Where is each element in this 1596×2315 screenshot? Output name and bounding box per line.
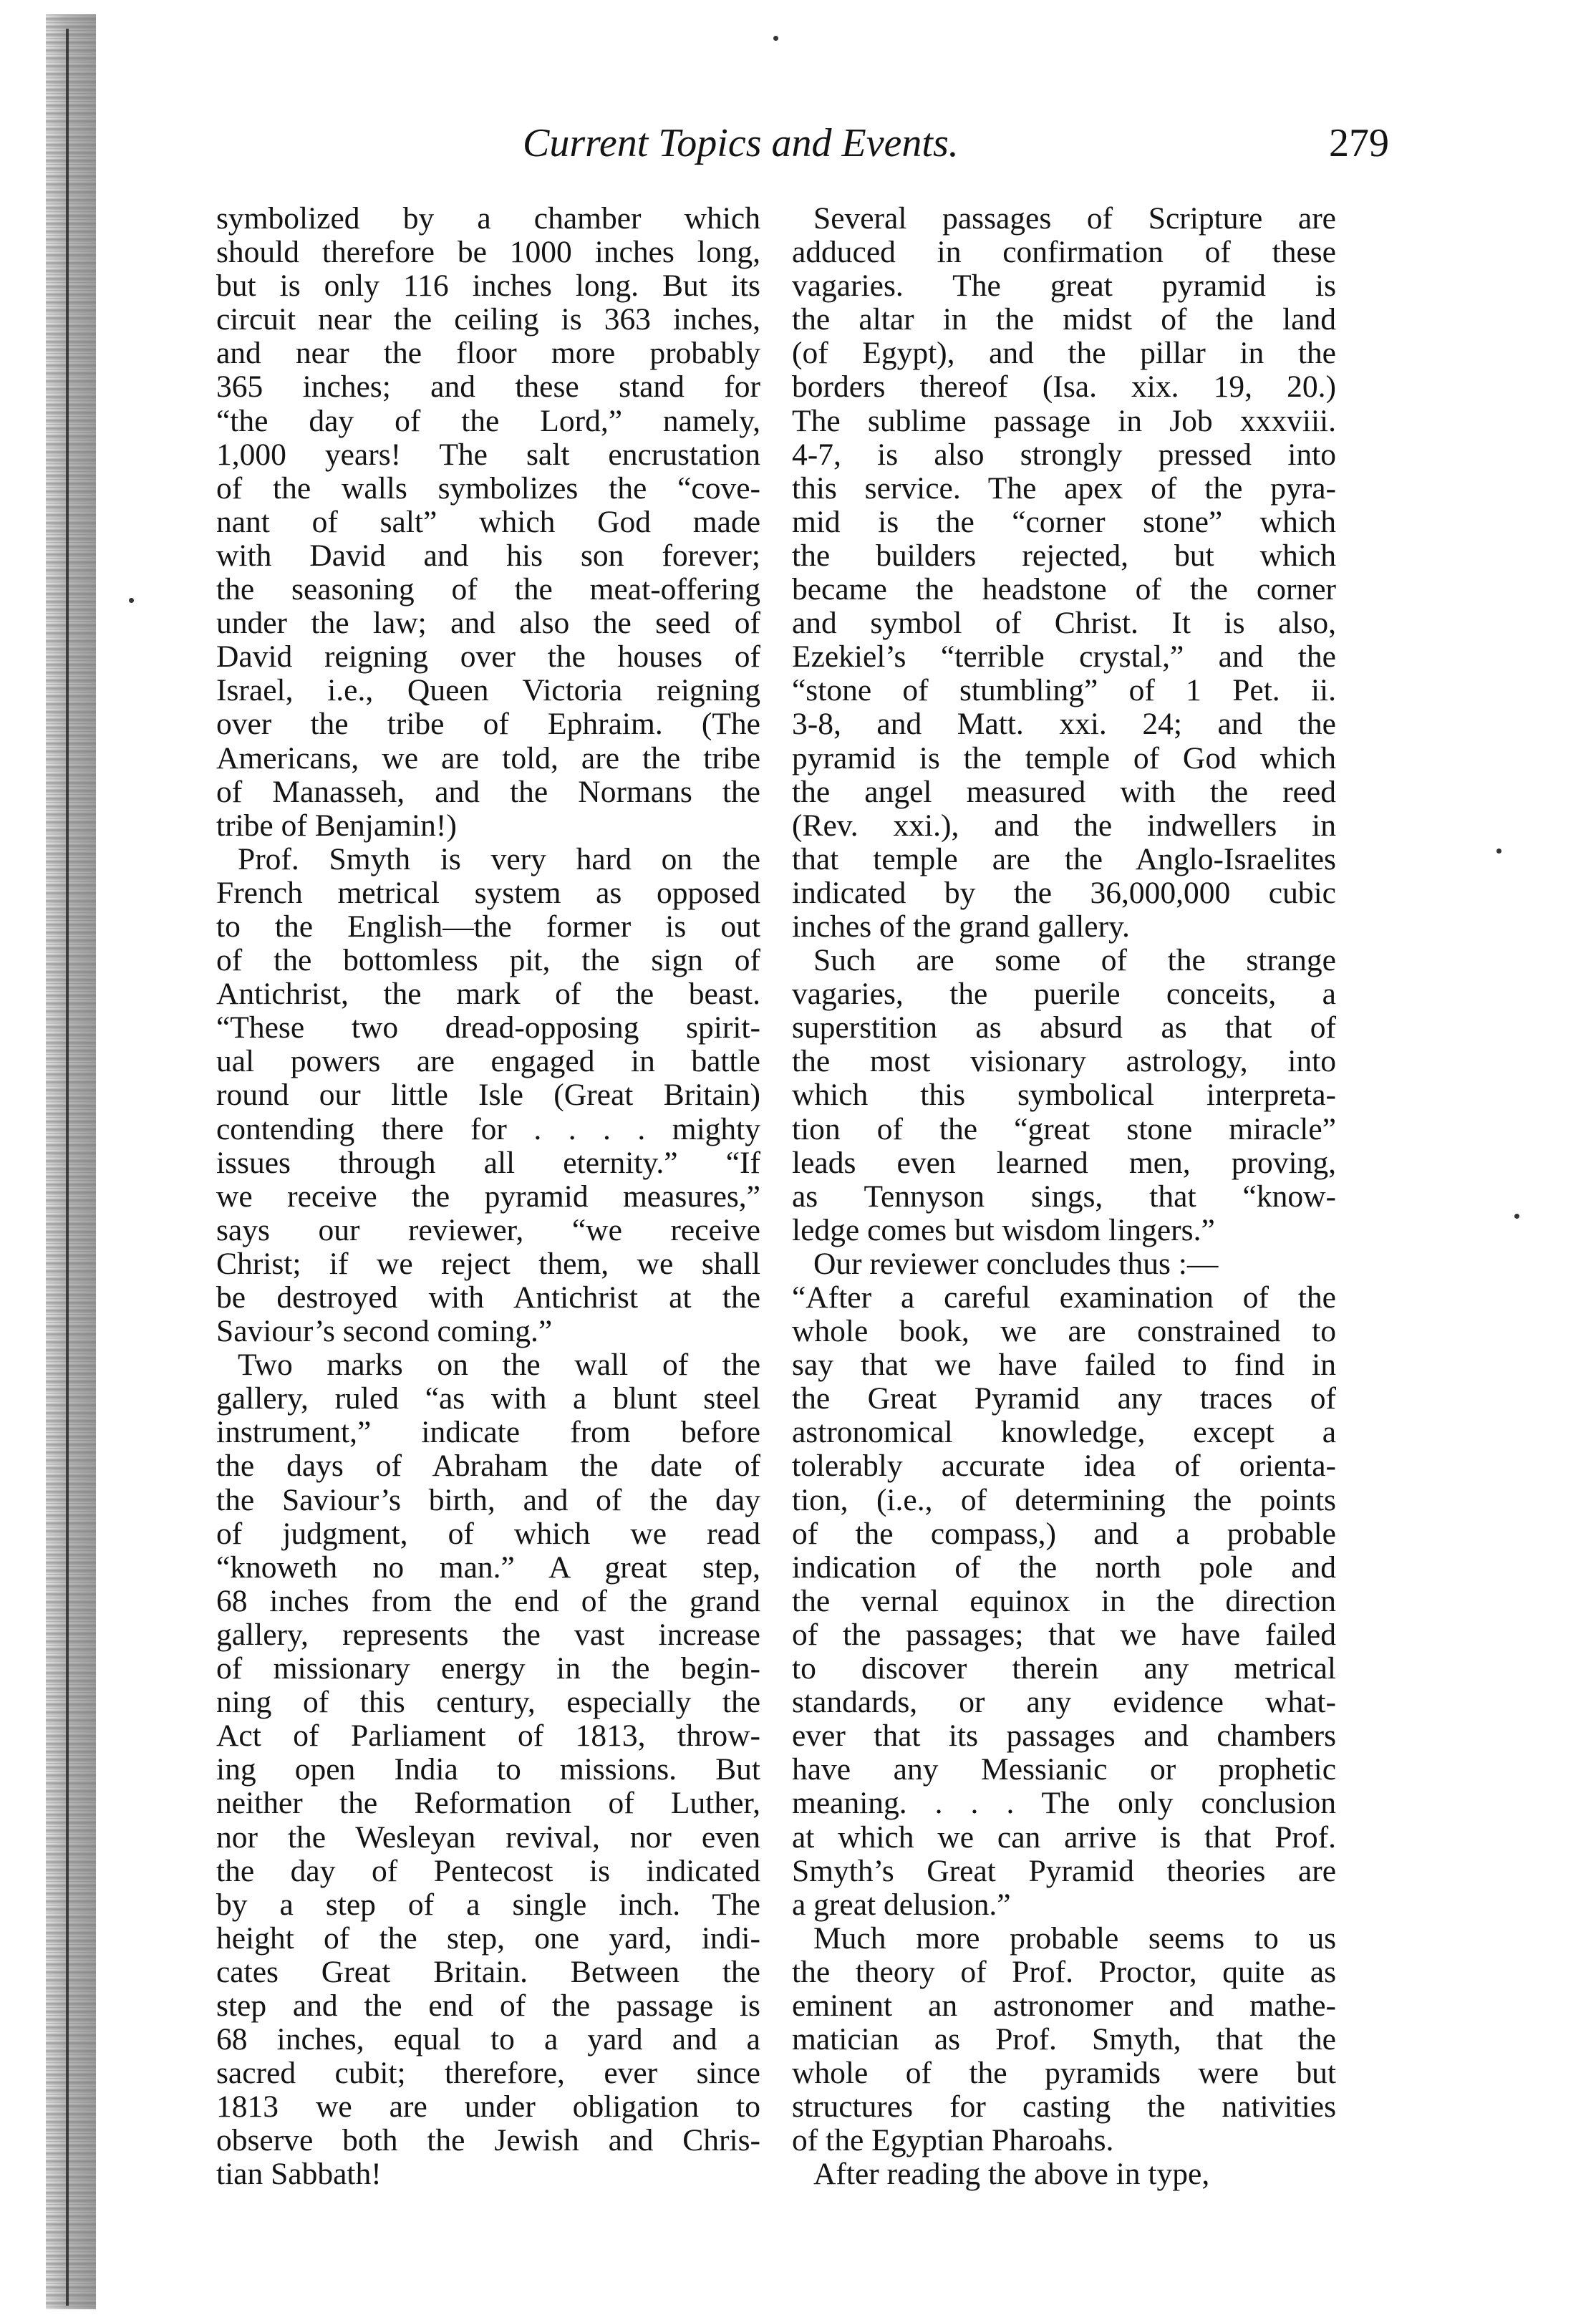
text-line: the angel measured with the reed [792, 775, 1336, 809]
text-line: tion, (i.e., of determining the points [792, 1483, 1336, 1517]
text-line: of judgment, of which we read [216, 1517, 760, 1551]
text-line: Americans, we are told, are the tribe [216, 741, 760, 775]
text-line: leads even learned men, proving, [792, 1146, 1336, 1180]
text-line: The sublime passage in Job xxxviii. [792, 404, 1336, 438]
text-line: the vernal equinox in the direction [792, 1584, 1336, 1618]
text-line: Antichrist, the mark of the beast. [216, 977, 760, 1012]
text-line: of missionary energy in the begin- [216, 1652, 760, 1686]
text-line: under the law; and also the seed of [216, 606, 760, 641]
text-line: pyramid is the temple of God which [792, 741, 1336, 775]
text-line: tian Sabbath! [216, 2157, 382, 2192]
text-line: Prof. Smyth is very hard on the [238, 842, 760, 876]
text-line: (of Egypt), and the pillar in the [792, 337, 1336, 371]
text-line: David reigning over the houses of [216, 640, 760, 675]
text-line: which this symbolical interpreta- [792, 1078, 1336, 1113]
text-line: neither the Reformation of Luther, [216, 1787, 760, 1821]
text-line: issues through all eternity.” “If [216, 1146, 760, 1180]
text-line: be destroyed with Antichrist at the [216, 1281, 760, 1315]
text-line: French metrical system as opposed [216, 876, 760, 910]
scan-speck [129, 598, 134, 603]
text-line: cates Great Britain. Between the [216, 1955, 760, 1989]
text-line: the most visionary astrology, into [792, 1045, 1336, 1079]
text-line: meaning. . . . The only conclusion [792, 1787, 1336, 1821]
text-line: superstition as absurd as that of [792, 1011, 1336, 1045]
binding-shadow-line [66, 29, 69, 2306]
text-line: (Rev. xxi.), and the indwellers in [792, 808, 1336, 843]
text-line: Act of Parliament of 1813, throw- [216, 1719, 760, 1754]
text-line: tion of the “great stone miracle” [792, 1112, 1336, 1146]
right-text-column [792, 202, 1336, 2192]
text-line: gallery, ruled “as with a blunt steel [216, 1382, 760, 1416]
text-line: the builders rejected, but which [792, 538, 1336, 573]
text-line: by a step of a single inch. The [216, 1888, 760, 1922]
text-line: of the compass,) and a probable [792, 1517, 1336, 1551]
text-line: circuit near the ceiling is 363 inches, [216, 303, 760, 337]
text-line: to discover therein any metrical [792, 1652, 1336, 1686]
text-line: to the English—the former is out [216, 909, 760, 944]
text-line: vagaries. The great pyramid is [792, 269, 1336, 304]
text-line: ledge comes but wisdom lingers.” [792, 1213, 1215, 1247]
text-line: step and the end of the passage is [216, 1988, 760, 2023]
text-line: say that we have failed to find in [792, 1348, 1336, 1383]
text-line: “stone of stumbling” of 1 Pet. ii. [792, 674, 1336, 708]
text-line: Christ; if we reject them, we shall [216, 1247, 760, 1281]
scanned-binding-edge [46, 14, 96, 2309]
scan-speck [1496, 849, 1501, 854]
text-line: but is only 116 inches long. But its [216, 269, 760, 304]
text-line: After reading the above in type, [813, 2157, 1210, 2192]
page-number: 279 [1329, 121, 1389, 165]
text-line: adduced in confirmation of these [792, 236, 1336, 270]
scan-speck [773, 36, 778, 41]
text-line: nor the Wesleyan revival, nor even [216, 1820, 760, 1855]
running-header [215, 115, 1389, 179]
text-line: of Manasseh, and the Normans the [216, 775, 760, 809]
text-line: matician as Prof. Smyth, that the [792, 2023, 1336, 2057]
text-line: vagaries, the puerile conceits, a [792, 977, 1336, 1012]
text-line: “After a careful examination of the [792, 1281, 1336, 1315]
text-line: Israel, i.e., Queen Victoria reigning [216, 674, 760, 708]
text-line: should therefore be 1000 inches long, [216, 236, 760, 270]
text-line: the Great Pyramid any traces of [792, 1382, 1336, 1416]
text-line: over the tribe of Ephraim. (The [216, 707, 760, 742]
text-line: at which we can arrive is that Prof. [792, 1820, 1336, 1855]
text-line: sacred cubit; therefore, ever since [216, 2057, 760, 2091]
text-line: became the headstone of the corner [792, 573, 1336, 607]
text-line: gallery, represents the vast increase [216, 1618, 760, 1652]
left-text-column [216, 202, 760, 2192]
text-line: round our little Isle (Great Britain) [216, 1078, 760, 1113]
text-line: “the day of the Lord,” namely, [216, 404, 760, 438]
text-line: indication of the north pole and [792, 1550, 1336, 1585]
scan-speck [1514, 1214, 1519, 1219]
text-line: whole book, we are constrained to [792, 1315, 1336, 1349]
text-line: structures for casting the nativities [792, 2090, 1336, 2125]
text-line: the days of Abraham the date of [216, 1449, 760, 1484]
text-line: instrument,” indicate from before [216, 1416, 760, 1450]
text-line: 4-7, is also strongly pressed into [792, 438, 1336, 472]
text-line: borders thereof (Isa. xix. 19, 20.) [792, 370, 1336, 405]
text-line: “These two dread-opposing spirit- [216, 1011, 760, 1045]
text-line: ing open India to missions. But [216, 1753, 760, 1787]
text-line: inches of the grand gallery. [792, 909, 1130, 944]
text-line: this service. The apex of the pyra- [792, 471, 1336, 506]
text-line: indicated by the 36,000,000 cubic [792, 876, 1336, 910]
text-line: 1,000 years! The salt encrustation [216, 438, 760, 472]
text-line: the altar in the midst of the land [792, 303, 1336, 337]
text-line: with David and his son forever; [216, 538, 760, 573]
text-line: Much more probable seems to us [813, 1921, 1336, 1956]
text-line: Two marks on the wall of the [238, 1348, 760, 1383]
text-line: ual powers are engaged in battle [216, 1045, 760, 1079]
text-line: 3-8, and Matt. xxi. 24; and the [792, 707, 1336, 742]
text-line: 1813 we are under obligation to [216, 2090, 760, 2125]
text-line: tribe of Benjamin!) [216, 808, 457, 843]
text-line: 365 inches; and these stand for [216, 370, 760, 405]
text-line: Smyth’s Great Pyramid theories are [792, 1854, 1336, 1888]
text-line: of the walls symbolizes the “cove- [216, 471, 760, 506]
text-line: as Tennyson sings, that “know- [792, 1179, 1336, 1214]
text-line: ever that its passages and chambers [792, 1719, 1336, 1754]
text-line: astronomical knowledge, except a [792, 1416, 1336, 1450]
text-line: and symbol of Christ. It is also, [792, 606, 1336, 641]
text-line: contending there for . . . . mighty [216, 1112, 760, 1146]
text-line: Saviour’s second coming.” [216, 1315, 553, 1349]
text-line: tolerably accurate idea of orienta- [792, 1449, 1336, 1484]
text-line: that temple are the Anglo-Israelites [792, 842, 1336, 876]
text-line: of the passages; that we have failed [792, 1618, 1336, 1652]
text-line: have any Messianic or prophetic [792, 1753, 1336, 1787]
text-line: nant of salt” which God made [216, 505, 760, 539]
text-line: the day of Pentecost is indicated [216, 1854, 760, 1888]
text-line: “knoweth no man.” A great step, [216, 1550, 760, 1585]
text-line: the seasoning of the meat-offering [216, 573, 760, 607]
text-line: and near the floor more probably [216, 337, 760, 371]
text-line: 68 inches, equal to a yard and a [216, 2023, 760, 2057]
text-line: observe both the Jewish and Chris- [216, 2124, 760, 2158]
running-title: Current Topics and Events. [523, 121, 959, 165]
text-line: 68 inches from the end of the grand [216, 1584, 760, 1618]
text-line: whole of the pyramids were but [792, 2057, 1336, 2091]
text-line: says our reviewer, “we receive [216, 1213, 760, 1247]
text-line: of the Egyptian Pharoahs. [792, 2124, 1114, 2158]
text-line: a great delusion.” [792, 1888, 1011, 1922]
text-line: we receive the pyramid measures,” [216, 1179, 760, 1214]
text-line: symbolized by a chamber which [216, 202, 760, 236]
text-line: Ezekiel’s “terrible crystal,” and the [792, 640, 1336, 675]
text-line: height of the step, one yard, indi- [216, 1921, 760, 1956]
text-line: standards, or any evidence what- [792, 1686, 1336, 1720]
text-line: ning of this century, especially the [216, 1686, 760, 1720]
text-line: mid is the “corner stone” which [792, 505, 1336, 539]
text-line: eminent an astronomer and mathe- [792, 1988, 1336, 2023]
text-line: of the bottomless pit, the sign of [216, 944, 760, 978]
text-line: Our reviewer concludes thus :— [813, 1247, 1219, 1281]
text-line: the Saviour’s birth, and of the day [216, 1483, 760, 1517]
text-line: Several passages of Scripture are [813, 202, 1336, 236]
text-line: Such are some of the strange [813, 944, 1336, 978]
text-line: the theory of Prof. Proctor, quite as [792, 1955, 1336, 1989]
